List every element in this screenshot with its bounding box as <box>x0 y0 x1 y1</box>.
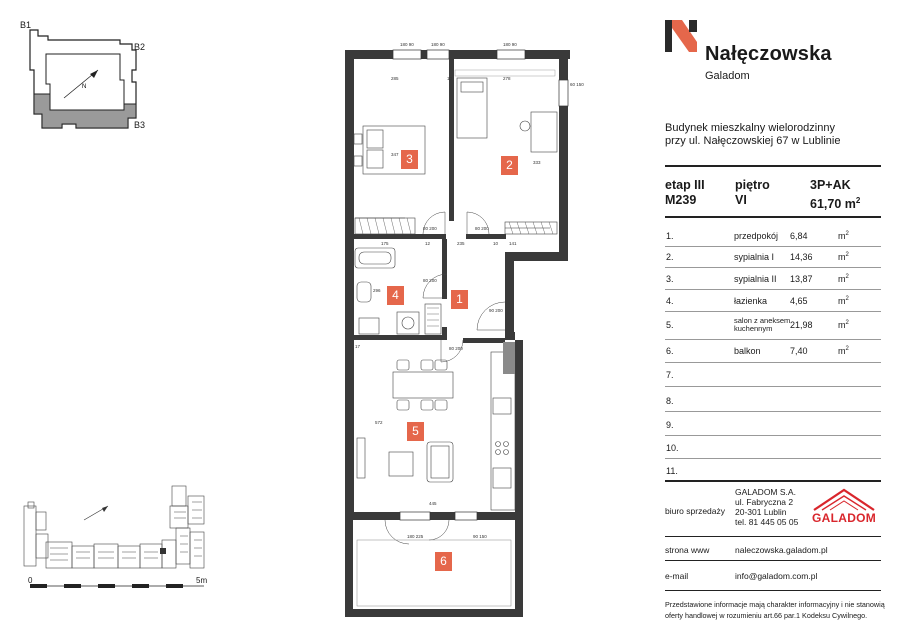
dim-label: 80 200 <box>449 346 463 351</box>
room-row-number: 8. <box>666 396 674 406</box>
dim-label: 180 225 <box>407 534 424 539</box>
room-row-area: 6,84 <box>790 231 808 241</box>
brand-name: Nałęczowska <box>705 43 832 65</box>
floor-label: piętro <box>735 178 770 192</box>
room-badge-6: 6 <box>435 552 452 571</box>
room-row-area: 4,65 <box>790 296 808 306</box>
row-divider <box>665 311 881 312</box>
email-link[interactable]: info@galadom.com.pl <box>735 571 818 581</box>
row-divider <box>665 386 881 387</box>
room-row-unit: $m^2$ <box>838 346 849 356</box>
room-badge-2: 2 <box>501 156 518 175</box>
room-row-number: 4. <box>666 296 674 306</box>
room-row-name: balkon <box>734 346 761 356</box>
room-row-area: 7,40 <box>790 346 808 356</box>
dim-label: 333 <box>533 160 541 165</box>
email-label: e-mail <box>665 571 689 581</box>
unit-area-unit: m <box>844 197 856 212</box>
sales-city: 20-301 Lublin <box>735 507 787 517</box>
dim-label: 90 150 <box>473 534 487 539</box>
dim-label: 180 90 <box>431 42 445 47</box>
row-divider <box>665 339 881 340</box>
dim-label: 80 200 <box>475 226 489 231</box>
brand-subtitle: Galadom <box>705 70 750 82</box>
sales-phone: tel. 81 445 05 05 <box>735 517 799 527</box>
dim-label: 80 200 <box>423 278 437 283</box>
row-divider <box>665 362 881 363</box>
dim-label: 175 <box>381 241 389 246</box>
row-divider <box>665 246 881 247</box>
room-row-unit: $m^2$ <box>838 296 849 306</box>
room-row-name: salon z aneksem <box>734 316 791 325</box>
dim-label: 572 <box>375 420 383 425</box>
row-divider <box>665 411 881 412</box>
room-row-unit: $m^2$ <box>838 274 849 284</box>
room-row-unit: $m^2$ <box>838 252 849 262</box>
dim-label: 90 200 <box>489 308 503 313</box>
dim-label: 180 90 <box>400 42 414 47</box>
row-divider <box>665 289 881 290</box>
site-plan <box>20 482 220 592</box>
divider <box>665 560 881 561</box>
brand-logo-icon <box>665 20 697 52</box>
room-row-number: 3. <box>666 274 674 284</box>
dim-label: 285 <box>391 76 399 81</box>
divider <box>665 536 881 537</box>
svg-text:N: N <box>82 84 87 90</box>
dim-label: 235 <box>457 241 465 246</box>
room-row-number: 10. <box>666 443 679 453</box>
sales-office-label: biuro sprzedaży <box>665 506 726 516</box>
unit-area-exp: 2 <box>855 196 861 205</box>
room-row-number: 1. <box>666 231 674 241</box>
room-badge-4: 4 <box>387 286 404 305</box>
floor-plan <box>345 42 590 617</box>
scale-start-label: 0 <box>28 576 33 585</box>
dim-label: 17 <box>355 344 361 349</box>
row-divider <box>665 267 881 268</box>
floor-value: VI <box>735 193 747 207</box>
dim-label: 278 <box>503 76 511 81</box>
divider <box>665 590 881 591</box>
room-badge-5: 5 <box>407 422 424 441</box>
row-divider <box>665 458 881 459</box>
building-description: Budynek mieszkalny wielorodzinny <box>665 122 835 134</box>
disclaimer-line-2: oferty handlowej w rozumieniu art.66 par.1 Kodeksu Cywilnego. <box>665 611 868 620</box>
room-badge-3: 3 <box>401 150 418 169</box>
dim-label: 80 200 <box>423 226 437 231</box>
galadom-logo-text: GALADOM <box>812 511 877 525</box>
dim-label: 60 150 <box>570 82 584 87</box>
building-address: przy ul. Nałęczowskiej 67 w Lublinie <box>665 135 841 147</box>
keyplan-label-b3: B3 <box>134 120 146 130</box>
dim-label: 141 <box>509 241 517 246</box>
dim-label: 12 <box>425 241 431 246</box>
room-row-unit: $m^2$ <box>838 231 849 241</box>
site-plan-drawing <box>20 482 220 592</box>
key-plan <box>20 18 150 138</box>
website-label: strona www <box>665 545 710 555</box>
key-plan-drawing <box>20 18 150 138</box>
room-row-area: 14,36 <box>790 252 813 262</box>
dim-label: 296 <box>373 288 381 293</box>
room-row-unit: $m^2$ <box>838 320 849 330</box>
stage-label: etap III <box>665 178 705 192</box>
dim-label: 445 <box>429 501 437 506</box>
website-link[interactable]: naleczowska.galadom.pl <box>735 545 828 555</box>
room-row-number: 7. <box>666 370 674 380</box>
room-row-number: 11. <box>666 466 678 476</box>
room-row-name: przedpokój <box>734 231 779 241</box>
room-row-area: 13,87 <box>790 274 813 284</box>
unit-type: 3P+AK <box>810 178 851 192</box>
keyplan-label-b1: B1 <box>20 20 32 30</box>
dim-label: 10 <box>493 241 499 246</box>
dim-label: 10 <box>447 76 453 81</box>
room-row-name: sypialnia II <box>734 274 777 284</box>
unit-code: M239 <box>665 193 697 207</box>
dim-label: 347 <box>391 152 399 157</box>
divider <box>665 165 881 167</box>
room-badge-1: 1 <box>451 290 468 309</box>
room-row-number: 9. <box>666 420 674 430</box>
scale-end-label: 5m <box>196 576 208 585</box>
room-row-name: sypialnia I <box>734 252 775 262</box>
floor-plan-drawing <box>345 42 590 617</box>
room-row-name: łazienka <box>734 296 768 306</box>
sales-company: GALADOM S.A. <box>735 487 796 497</box>
unit-area-value: 61,70 <box>810 197 842 212</box>
divider <box>665 216 881 218</box>
unit-area <box>810 193 860 212</box>
room-row-number: 6. <box>666 346 674 356</box>
galadom-logo <box>808 486 880 526</box>
room-row-area: 21,98 <box>790 320 813 330</box>
sales-street: ul. Fabryczna 2 <box>735 497 794 507</box>
row-divider <box>665 435 881 436</box>
room-row-number: 2. <box>666 252 674 262</box>
disclaimer-line-1: Przedstawione informacje mają charakter informacyjny i nie stanowią <box>665 600 885 609</box>
keyplan-label-b2: B2 <box>134 42 146 52</box>
room-row-number: 5. <box>666 320 674 330</box>
room-row-name-cont: kuchennym <box>734 324 773 333</box>
divider <box>665 480 881 482</box>
dim-label: 180 90 <box>503 42 517 47</box>
